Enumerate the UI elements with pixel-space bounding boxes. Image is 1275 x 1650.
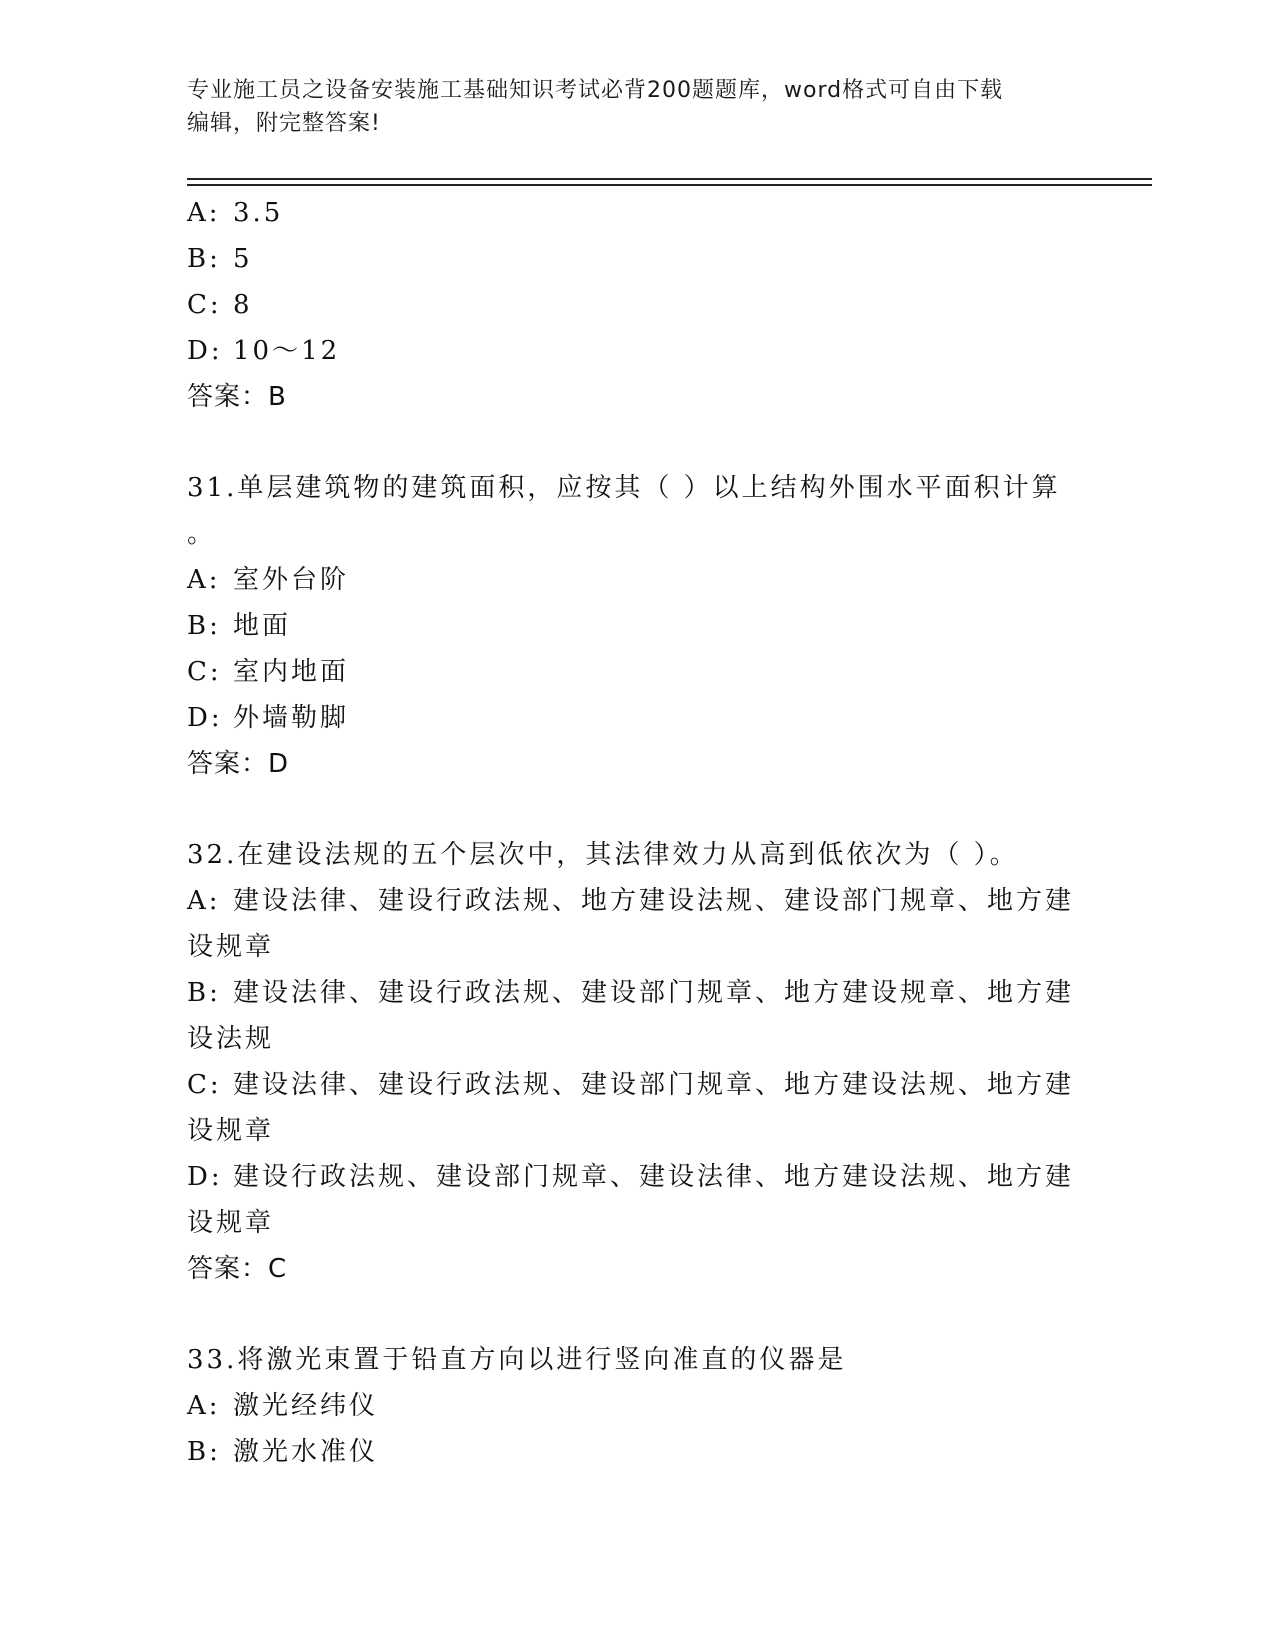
option-a <box>187 557 1087 603</box>
option-text: 激光经纬仪 <box>233 1391 379 1421</box>
option-letter: B: <box>187 244 221 274</box>
option-letter: D: <box>187 1162 223 1192</box>
question-block-prev <box>187 190 1087 420</box>
spacer <box>187 787 1087 832</box>
option-d <box>187 1154 1087 1200</box>
option-text: 室内地面 <box>233 657 350 687</box>
question-block-31 <box>187 465 1087 787</box>
option-text: 建设行政法规、建设部门规章、建设法律、地方建设法规、地方建 <box>233 1162 1075 1192</box>
option-a <box>187 190 1087 236</box>
header-line-2: 编辑，附完整答案! <box>187 111 381 136</box>
option-c <box>187 282 1087 328</box>
header-rule-bottom <box>187 184 1152 186</box>
option-a <box>187 1383 1087 1429</box>
option-letter: A: <box>187 198 221 228</box>
option-letter: C: <box>187 657 222 687</box>
question-block-32 <box>187 832 1087 1292</box>
option-b <box>187 603 1087 649</box>
option-text: 建设法律、建设行政法规、地方建设法规、建设部门规章、地方建 <box>233 886 1075 916</box>
header-line-1: 专业施工员之设备安装施工基础知识考试必背200题题库，word格式可自由下载 <box>187 78 1004 103</box>
answer-line: 答案：C <box>187 1254 288 1284</box>
option-text: 外墙勒脚 <box>233 703 350 733</box>
question-block-33 <box>187 1337 1087 1475</box>
question-stem: 32.在建设法规的五个层次中，其法律效力从高到低依次为（ ）。 <box>187 840 1019 870</box>
option-c <box>187 649 1087 695</box>
document-header <box>187 74 1067 140</box>
option-letter: C: <box>187 290 222 320</box>
answer-line: 答案：B <box>187 382 287 412</box>
option-b <box>187 236 1087 282</box>
option-c <box>187 1062 1087 1108</box>
option-text: 3.5 <box>233 198 284 228</box>
option-a <box>187 878 1087 924</box>
question-stem: 33.将激光束置于铅直方向以进行竖向准直的仪器是 <box>187 1345 847 1375</box>
option-text: 10～12 <box>233 336 341 366</box>
question-list <box>187 190 1087 1475</box>
option-letter: D: <box>187 703 223 733</box>
option-d-continued: 设规章 <box>187 1208 275 1238</box>
header-rule-top <box>187 178 1152 180</box>
answer-line: 答案：D <box>187 749 290 779</box>
question-stem: 31.单层建筑物的建筑面积，应按其（ ）以上结构外围水平面积计算 <box>187 473 1061 503</box>
option-text: 建设法律、建设行政法规、建设部门规章、地方建设规章、地方建 <box>233 978 1075 1008</box>
option-text: 室外台阶 <box>233 565 350 595</box>
spacer <box>187 1292 1087 1337</box>
option-letter: A: <box>187 886 221 916</box>
option-letter: B: <box>187 611 221 641</box>
question-stem-continued: 。 <box>187 519 217 549</box>
option-letter: C: <box>187 1070 222 1100</box>
option-d <box>187 328 1087 374</box>
option-c-continued: 设规章 <box>187 1116 275 1146</box>
option-letter: D: <box>187 336 223 366</box>
option-letter: A: <box>187 565 221 595</box>
option-text: 激光水准仪 <box>233 1437 379 1467</box>
option-text: 5 <box>233 244 253 274</box>
option-text: 地面 <box>233 611 292 641</box>
option-text: 建设法律、建设行政法规、建设部门规章、地方建设法规、地方建 <box>233 1070 1075 1100</box>
option-d <box>187 695 1087 741</box>
option-letter: B: <box>187 978 221 1008</box>
option-letter: B: <box>187 1437 221 1467</box>
option-letter: A: <box>187 1391 221 1421</box>
spacer <box>187 420 1087 465</box>
option-a-continued: 设规章 <box>187 932 275 962</box>
option-b <box>187 970 1087 1016</box>
option-b <box>187 1429 1087 1475</box>
option-text: 8 <box>233 290 253 320</box>
option-b-continued: 设法规 <box>187 1024 275 1054</box>
